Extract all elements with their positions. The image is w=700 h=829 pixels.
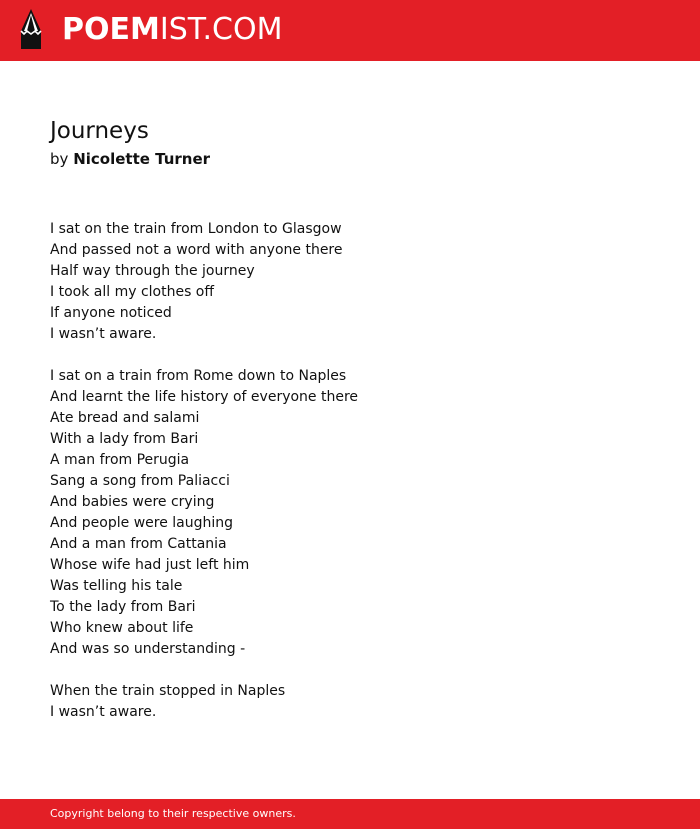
poem-line: Ate bread and salami	[50, 410, 200, 426]
poem-body	[50, 219, 670, 723]
poem-line: Who knew about life	[50, 620, 194, 636]
poem-line: I wasn’t aware.	[50, 326, 157, 342]
poem-line: Half way through the journey	[50, 263, 255, 279]
logo-text-light: IST.COM	[159, 12, 283, 47]
poem-title: Journeys	[50, 118, 149, 144]
poem-line: If anyone noticed	[50, 305, 172, 321]
poem-line: I sat on the train from London to Glasgow	[50, 221, 342, 237]
logo-text-bold: POEM	[62, 12, 160, 47]
poem-line: I wasn’t aware.	[50, 704, 157, 720]
poem-content	[50, 114, 670, 744]
poem-line: I sat on a train from Rome down to Naples	[50, 368, 347, 384]
byline-prefix: by	[50, 150, 69, 168]
poem-byline	[50, 148, 670, 170]
poem-line: Whose wife had just left him	[50, 557, 250, 573]
poem-line: A man from Perugia	[50, 452, 190, 468]
poem-line: And people were laughing	[50, 515, 234, 531]
poem-line: When the train stopped in Naples	[50, 683, 286, 699]
poem-line: I took all my clothes off	[50, 284, 215, 300]
poem-line: Sang a song from Paliacci	[50, 473, 230, 489]
poem-stanza-1	[50, 219, 670, 345]
pen-nib-logo-icon[interactable]	[18, 9, 44, 51]
poem-line: With a lady from Bari	[50, 431, 199, 447]
poem-line: And babies were crying	[50, 494, 215, 510]
poem-line: And learnt the life history of everyone there	[50, 389, 359, 405]
poem-stanza-2	[50, 366, 670, 660]
site-logo[interactable]	[62, 12, 282, 48]
poem-line: And a man from Cattania	[50, 536, 227, 552]
poem-line: To the lady from Bari	[50, 599, 196, 615]
poem-line: And passed not a word with anyone there	[50, 242, 343, 258]
site-footer	[0, 799, 700, 829]
site-header	[0, 0, 700, 61]
poem-line: And was so understanding -	[50, 641, 246, 657]
poem-author: Nicolette Turner	[73, 150, 211, 168]
copyright-text: Copyright belong to their respective owners.	[50, 807, 296, 820]
poem-stanza-3	[50, 681, 670, 723]
poem-line: Was telling his tale	[50, 578, 183, 594]
